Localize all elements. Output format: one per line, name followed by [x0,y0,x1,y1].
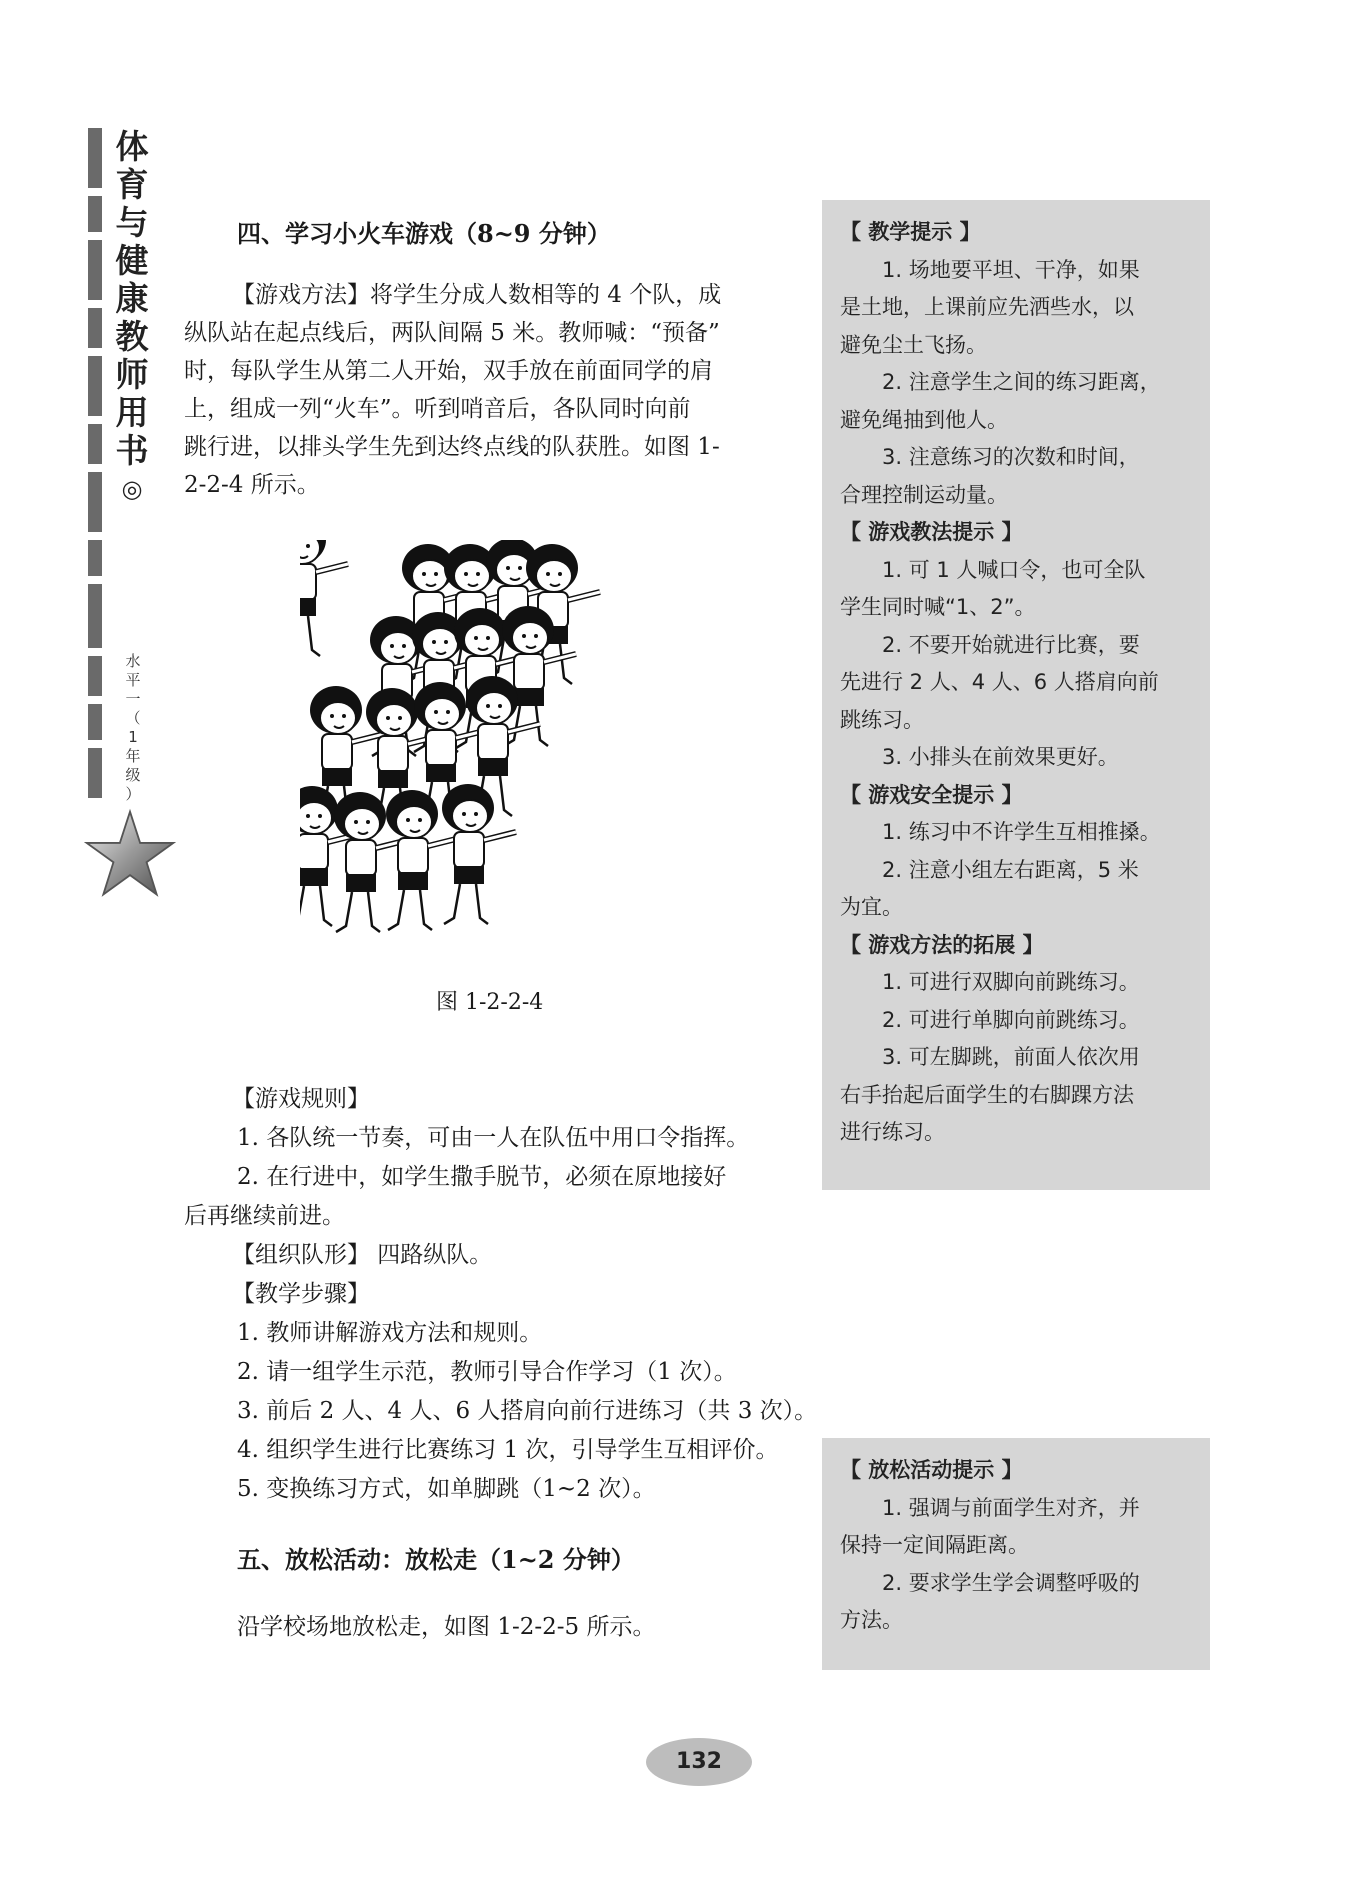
tip-line: 保持一定间隔距离。 [840,1533,1029,1557]
title-char: 师 [115,355,149,394]
tip-heading: 【 游戏安全提示 】 [840,782,1023,807]
tip-line: 为宜。 [840,895,903,919]
tip-line: 1. 场地要平坦、干净，如果 [882,257,1140,282]
tip-line: 避免绳抽到他人。 [840,407,1008,432]
level-char: 平 [125,671,141,689]
tip-line: 1. 练习中不许学生互相推搡。 [882,820,1161,844]
tip-line: 进行练习。 [840,1120,945,1144]
tip-line: 是土地，上课前应先洒些水，以 [840,295,1134,319]
tip-line: 方法。 [840,1608,903,1632]
tip-line: 先进行 2 人、4 人、6 人搭肩向前 [840,670,1159,694]
text-line: 后再继续前进。 [184,1203,345,1229]
title-char: 健 [115,241,149,280]
teaching-tips-box [822,200,1210,1190]
text-line: 时，每队学生从第二人开始，双手放在前面同学的肩 [184,358,713,384]
title-char: 书 [115,431,149,470]
title-char: 教 [115,317,149,356]
level-label [122,652,144,804]
title-char: 康 [115,279,149,318]
child-figure [300,540,348,656]
tip-heading: 【 教学提示 】 [840,220,981,244]
level-char: 水 [125,652,141,670]
tip-heading: 【 游戏教法提示 】 [840,520,1023,544]
tip-line: 2. 注意学生之间的练习距离， [882,370,1161,394]
book-series-title [114,128,150,508]
section-5-body: 沿学校场地放松走，如图 1-2-2-5 所示。 [237,1614,656,1640]
tip-line: 2. 不要开始就进行比赛，要 [882,632,1140,657]
train-game-illustration [300,540,770,970]
level-char: ） [125,785,141,803]
tip-line: 2. 注意小组左右距离，5 米 [882,857,1139,882]
tip-heading: 【 放松活动提示 】 [840,1458,1023,1482]
level-char: 1 [128,728,138,746]
text-line: 跳行进，以排头学生先到达终点线的队获胜。如图 1- [184,434,720,460]
text-line: 【教学步骤】 [232,1281,370,1307]
title-char: 用 [115,393,149,432]
title-char: 体 [115,127,149,166]
text-line: 1. 各队统一节奏，可由一人在队伍中用口令指挥。 [237,1125,750,1151]
tip-line: 3. 注意练习的次数和时间， [882,445,1140,469]
title-mark: ◎ [121,474,143,503]
tip-heading: 【 游戏方法的拓展 】 [840,932,1044,957]
relax-tips-box [822,1438,1210,1670]
level-char: （ [125,709,141,727]
text-line: 【游戏方法】将学生分成人数相等的 4 个队，成 [232,282,722,308]
tip-line: 3. 可左脚跳，前面人依次用 [882,1045,1140,1069]
text-line: 【游戏规则】 [232,1086,370,1112]
game-method-paragraph [184,276,794,504]
tip-line: 2. 可进行单脚向前跳练习。 [882,1007,1140,1032]
game-rules-block [184,1080,818,1509]
page-number: 132 [646,1738,752,1786]
tip-line: 3. 小排头在前效果更好。 [882,745,1119,769]
section-4-heading: 四、学习小火车游戏（8~9 分钟） [237,219,611,248]
title-char: 育 [115,165,149,204]
tip-line: 1. 可进行双脚向前跳练习。 [882,970,1140,994]
text-line: 4. 组织学生进行比赛练习 1 次，引导学生互相评价。 [237,1437,779,1463]
text-line: 3. 前后 2 人、4 人、6 人搭肩向前行进练习（共 3 次）。 [237,1398,818,1424]
text-line: 2. 在行进中，如学生撒手脱节，必须在原地接好 [237,1164,727,1190]
level-char: 年 [125,747,141,765]
text-line: 【组织队形】 四路纵队。 [232,1242,493,1268]
text-line: 2. 请一组学生示范，教师引导合作学习（1 次）。 [237,1359,737,1385]
tip-line: 1. 强调与前面学生对齐，并 [882,1495,1140,1520]
tip-line: 避免尘土飞扬。 [840,332,987,357]
figure-caption: 图 1-2-2-4 [436,990,544,1015]
text-line: 上，组成一列“火车”。听到哨音后，各队同时向前 [184,396,691,422]
tip-line: 1. 可 1 人喊口令，也可全队 [882,557,1146,582]
text-line: 纵队站在起点线后，两队间隔 5 米。教师喊：“预备” [184,320,720,346]
tip-line: 学生同时喊“1、2”。 [840,595,1036,619]
tip-line: 合理控制运动量。 [840,482,1008,507]
tip-line: 右手抬起后面学生的右脚踝方法 [840,1082,1134,1107]
text-line: 2-2-4 所示。 [184,472,320,498]
star-icon [84,808,176,900]
title-char: 与 [115,203,149,242]
text-line: 5. 变换练习方式，如单脚跳（1~2 次）。 [237,1476,656,1502]
section-5-heading: 五、放松活动：放松走（1~2 分钟） [237,1545,635,1574]
level-char: 级 [125,766,141,784]
level-char: 一 [125,690,141,708]
tip-line: 2. 要求学生学会调整呼吸的 [882,1570,1140,1595]
text-line: 1. 教师讲解游戏方法和规则。 [237,1320,543,1346]
side-decoration-bars [88,128,102,798]
tip-line: 跳练习。 [840,707,924,732]
